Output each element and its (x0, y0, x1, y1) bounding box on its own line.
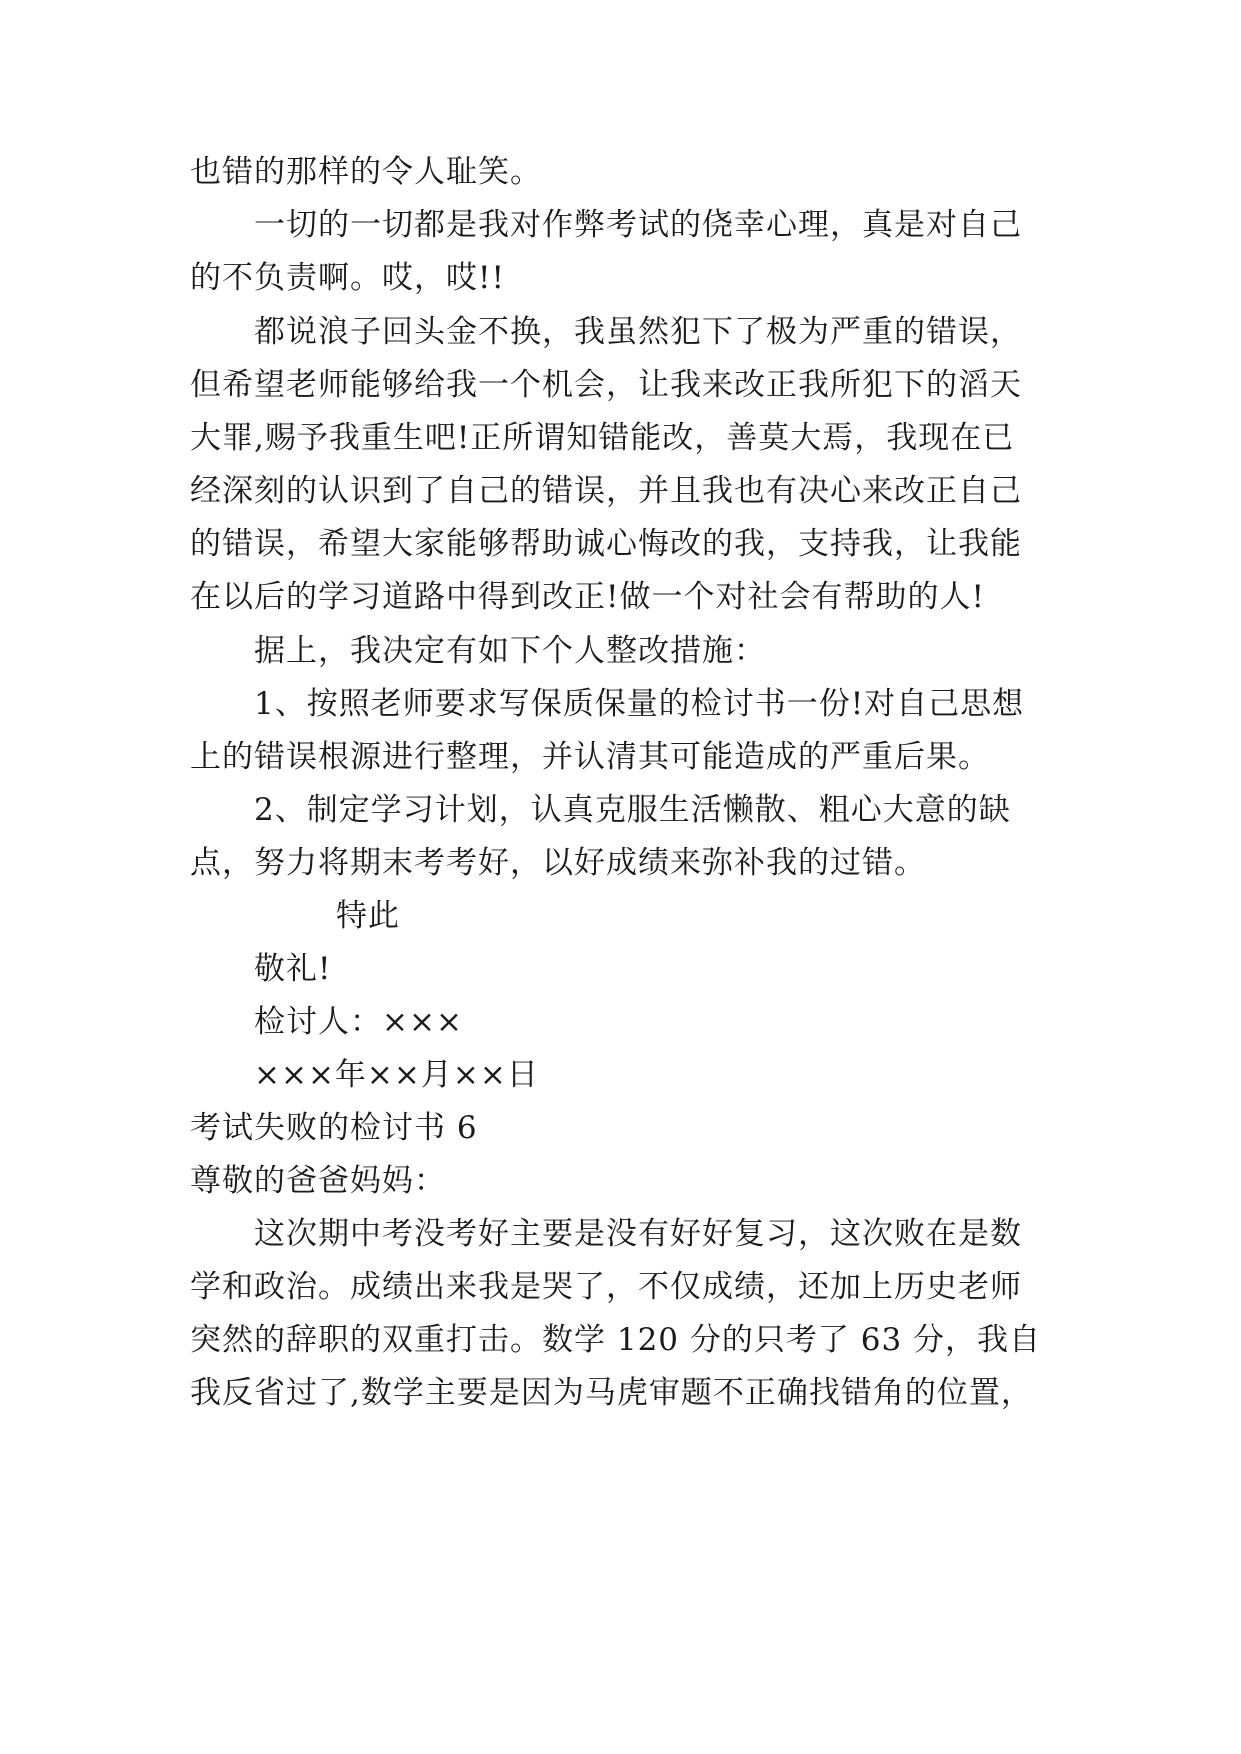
text-line: 大罪,赐予我重生吧!正所谓知错能改，善莫大焉，我现在已 (190, 420, 1015, 456)
closing-phrase: 特此 (336, 898, 400, 934)
text-line: 突然的辞职的双重打击。数学 120 分的只考了 63 分，我自 (190, 1322, 1042, 1358)
date-line: ×××年××月××日 (254, 1057, 539, 1093)
text-line: 点，努力将期末考考好，以好成绩来弥补我的过错。 (190, 845, 926, 881)
signature-line: 检讨人：××× (254, 1004, 463, 1040)
text-line: 这次期中考没考好主要是没有好好复习，这次败在是数 (254, 1216, 1022, 1252)
text-line: 1、按照老师要求写保质保量的检讨书一份!对自己思想 (254, 686, 1025, 722)
salutation: 敬礼! (254, 951, 332, 987)
text-line: 但希望老师能够给我一个机会，让我来改正我所犯下的滔天 (190, 367, 1022, 403)
text-line: 经深刻的认识到了自己的错误，并且我也有决心来改正自己 (190, 473, 1022, 509)
text-line: 学和政治。成绩出来我是哭了，不仅成绩，还加上历史老师 (190, 1269, 1022, 1305)
text-line: 上的错误根源进行整理，并认清其可能造成的严重后果。 (190, 739, 990, 775)
text-line: 都说浪子回头金不换，我虽然犯下了极为严重的错误， (254, 314, 1022, 350)
text-line: 在以后的学习道路中得到改正!做一个对社会有帮助的人! (190, 579, 985, 615)
text-line: 据上，我决定有如下个人整改措施： (254, 633, 766, 669)
text-line: 的不负责啊。哎，哎!! (190, 260, 505, 296)
text-line: 也错的那样的令人耻笑。 (190, 154, 542, 190)
text-line: 的错误，希望大家能够帮助诚心悔改的我，支持我，让我能 (190, 526, 1022, 562)
greeting-line: 尊敬的爸爸妈妈： (190, 1163, 446, 1199)
text-line: 一切的一切都是我对作弊考试的侥幸心理，真是对自己 (254, 207, 1022, 243)
section-title: 考试失败的检讨书 6 (190, 1110, 478, 1146)
text-line: 2、制定学习计划，认真克服生活懒散、粗心大意的缺 (254, 792, 1011, 828)
text-line: 我反省过了,数学主要是因为马虎审题不正确找错角的位置， (190, 1375, 1033, 1411)
